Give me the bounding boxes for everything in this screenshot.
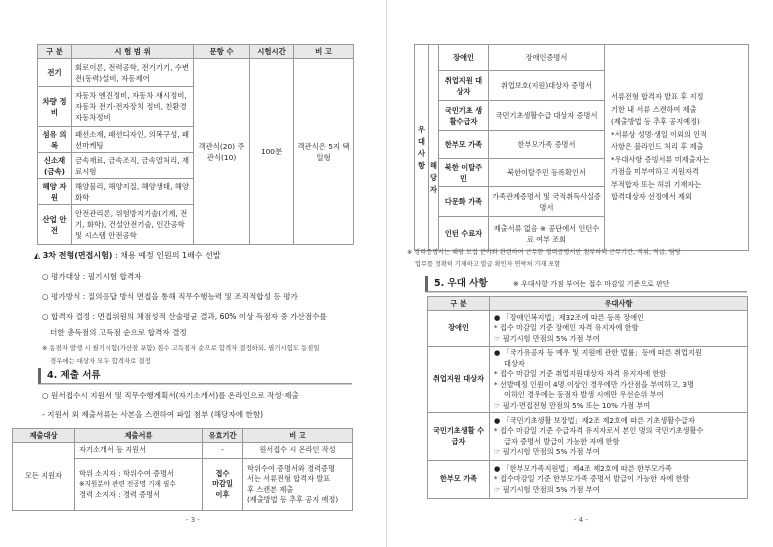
page-number: - 3 - [186, 516, 200, 524]
section4-line2: - 지원서 외 제출서류는 사본을 스캔하여 파일 첨부 (해당자에 한함) [42, 410, 264, 419]
career-note-line2: 업무를 정확히 기재하고 발급 확인자 연락처 기재 포함 [415, 261, 561, 268]
header-valid: 유효기간 [203, 429, 243, 443]
scope-cell: 회로이론, 전력공학, 전기기기, 수변전(동력)설비, 자동제어 [72, 59, 194, 87]
section-4-title: 4. 제출 서류 [38, 368, 352, 384]
header-time: 시험시간 [250, 45, 294, 59]
table-row [38, 59, 354, 87]
pref-doc-cell: 취업보호(지원)대상자 증명서 [489, 71, 605, 101]
group-label: 우 대 사 항 [415, 45, 429, 251]
category-cell: 산업 안전 [38, 205, 72, 245]
header-category: 구 분 [38, 45, 72, 59]
pref-remark-cell: 서류전형 합격자 발표 후 지정 기한 내 서류 스캔하여 제출 (제출방법 등 추후 공지예정) *서류상 성명·생일 이외의 인적 사항은 블라인드 처리 후 제출 *우대사항 증빙서류 미제출자는 가점을 미부여하고 지원자격 부적합자 또는 허위 기재자는 합격대상자 선정에서 제외 [605, 45, 749, 251]
stage3-decision-cont: 더한 총득점의 고득점 순으로 합격자 결정 [50, 328, 187, 337]
scope-cell: 패션소재, 패션디자인, 의복구성, 패션마케팅 [72, 127, 194, 153]
category-cell: 해양 자원 [38, 179, 72, 205]
stage3-decision: ○ 합격자 결정 : 면접위원의 채점성적 산술평균 결과, 60% 이상 득점자 중 가산점수를 [42, 312, 327, 321]
doc-cell: 자기소개서 등 지원서 [75, 443, 203, 459]
header-note: 비 고 [243, 429, 353, 443]
pref-category-cell: 장애인 [428, 311, 490, 347]
pref-doc-cell: 장애인증명서 [489, 45, 605, 71]
stage3-method: ○ 평가방식 : 질의응답 방식 면접을 통해 직무수행능력 및 조직적합성 등 평가 [42, 292, 298, 301]
pref-category-cell: 국민기초생활 수급자 [428, 413, 490, 461]
page-3 [0, 0, 386, 547]
pref-name-cell: 인턴 수료자 [439, 217, 489, 251]
table-row [428, 461, 748, 499]
pref-category-cell: 한부모 가족 [428, 461, 490, 499]
stage3-target: ○ 평가대상 : 필기시험 합격자 [42, 272, 142, 281]
triangle-marker-icon: ◭ [34, 251, 41, 260]
scope-cell: 해양물리, 해양지질, 해양생태, 해양화학 [72, 179, 194, 205]
table-header-row [13, 429, 353, 443]
table-row [415, 45, 749, 71]
stage3-note-line1: ※ 동점자 발생 시 필기시험(가산점 포함) 점수 고득점자 순으로 합격자 결정하되, 필기시험도 동점일 [42, 344, 320, 352]
pref-name-cell: 취업지원 대상자 [439, 71, 489, 101]
header-questions: 문항 수 [194, 45, 250, 59]
pref-name-cell: 다문화 가족 [439, 187, 489, 217]
category-cell: 전기 [38, 59, 72, 87]
pref-doc-cell: 제출서류 없음 ※ 공단에서 인턴수료 여부 조회 [489, 217, 605, 251]
category-cell: 차량 정비 [38, 87, 72, 127]
note-cell: 원서접수 시 온라인 작성 [243, 443, 353, 459]
pref-detail-cell: ● 「국민기초생활 보장법」제2조 제2호에 따른 기초생활수급자 * 접수 마감일 기준 수급자격 유지자로서 본인 명의 국민기초생활수 급자 증명서 발급이 가능한 자에 한함 ☞ 필기시험 만점의 5% 가점 부여 [490, 413, 748, 461]
exam-scope-table [37, 44, 354, 245]
target-cell: 모든 지원자 [13, 443, 75, 511]
note-cell: 학위수여 증명서와 경력증명 서는 서류전형 합격자 발표 후 스캔본 제출 (제출방법 등 추후 공지 예정) [243, 459, 353, 511]
page-number: - 4 - [574, 516, 588, 524]
scope-cell: 자동차 엔진정비, 자동차 섀시정비, 자동차 전기·전자장치 정비, 친환경 자동차정비 [72, 87, 194, 127]
career-note-line1: ※ 경력증명서는 해당 모집 분야와 관련하여 근무한 경력증명서만 첨부하되 근무기간, 직위, 직급, 담당 [407, 249, 681, 256]
page-4 [387, 0, 773, 547]
section-5-title: 5. 우대 사항 ※ 우대사항 가점 부여는 접수 마감일 기준으로 판단 [425, 276, 747, 292]
table-header-row [428, 297, 748, 311]
pref-detail-cell: ● 「장애인복지법」제32조에 따른 등록 장애인 * 접수 마감일 기준 장애인 자격 유지자에 한함 ☞ 필기시험 만점의 5% 가점 부여 [490, 311, 748, 347]
header-remarks: 비 고 [294, 45, 354, 59]
pref-name-cell: 국민기초 생활수급자 [439, 101, 489, 131]
header-category: 구 분 [428, 297, 490, 311]
submission-docs-table [12, 428, 353, 511]
remarks-cell: 객관식은 5지 택일형 [294, 59, 354, 245]
pref-doc-cell: 가족관계증명서 및 국적취득사실증명서 [489, 187, 605, 217]
pref-doc-cell: 국민기초생활수급 대상자 증명서 [489, 101, 605, 131]
table-row [428, 347, 748, 413]
table-row [428, 413, 748, 461]
preference-points-table [427, 296, 748, 499]
category-cell: 섬유 의복 [38, 127, 72, 153]
pref-detail-cell: ● 「한부모가족지원법」제4조 제2호에 따른 한부모가족 * 접수마감일 기준 한부모가족 증명서 발급이 가능한 자에 한함 ☞ 필기시험 만점의 5% 가점 부여 [490, 461, 748, 499]
table-row [428, 311, 748, 347]
table-header-row [38, 45, 354, 59]
table-row [13, 443, 353, 459]
pref-doc-cell: 북한이탈주민 등록확인서 [489, 159, 605, 187]
category-cell: 신소재 (금속) [38, 153, 72, 179]
pref-detail-cell: ● 「국가유공자 등 예우 및 지원에 관한 법률」등에 따른 취업지원 대상자 * 접수 마감일 기준 취업지원대상자 자격 유지자에 한함 * 선발예정 인원이 4명 이상인 경우에만 가산점을 부여하고, 3명 이하인 경우에는 동점자 발생 시에만 우선순위 부여 ☞ 필기·면접전형 만점의 5% 또는 10% 가점 부여 [490, 347, 748, 413]
pref-name-cell: 장애인 [439, 45, 489, 71]
stage3-title: ◭ 3차 전형(면접시험) : 채용 예정 인원의 1배수 선발 [34, 251, 221, 260]
header-target: 제출대상 [13, 429, 75, 443]
header-scope: 시 험 범 위 [72, 45, 194, 59]
pref-category-cell: 취업지원 대상자 [428, 347, 490, 413]
stage3-note-line2: 경우에는 대상자 모두 합격자로 결정 [50, 357, 151, 365]
time-cell: 100분 [250, 59, 294, 245]
section-5-subtitle: ※ 우대사항 가점 부여는 접수 마감일 기준으로 판단 [512, 280, 670, 288]
header-docs: 제출서류 [75, 429, 203, 443]
pref-name-cell: 북한 이탈주민 [439, 159, 489, 187]
scope-cell: 금속재료, 금속조직, 금속열처리, 재료시험 [72, 153, 194, 179]
valid-cell: - [203, 443, 243, 459]
pref-doc-cell: 한부모가족 증명서 [489, 131, 605, 159]
header-preference: 우대사항 [490, 297, 748, 311]
preference-docs-table [414, 44, 749, 251]
questions-cell: 객관식(20) 주관식(10) [194, 59, 250, 245]
doc-cell: 학위 소지자 : 학위수여 증명서 ※지원분야 관련 전공명 기재 필수 경력 소지자 : 경력 증명서 [75, 459, 203, 511]
section4-line1: ○ 원서접수시 지원서 및 직무수행계획서(자기소개서)를 온라인으로 작성·제출 [42, 391, 299, 400]
scope-cell: 안전관리론, 위험방지기술(기계, 전기, 화학), 건설안전기술, 인간공학 및 시스템 안전공학 [72, 205, 194, 245]
valid-cell: 접수 마감일 이후 [203, 459, 243, 511]
sub-label: 해 당 자 [429, 45, 439, 251]
pref-name-cell: 한부모 가족 [439, 131, 489, 159]
